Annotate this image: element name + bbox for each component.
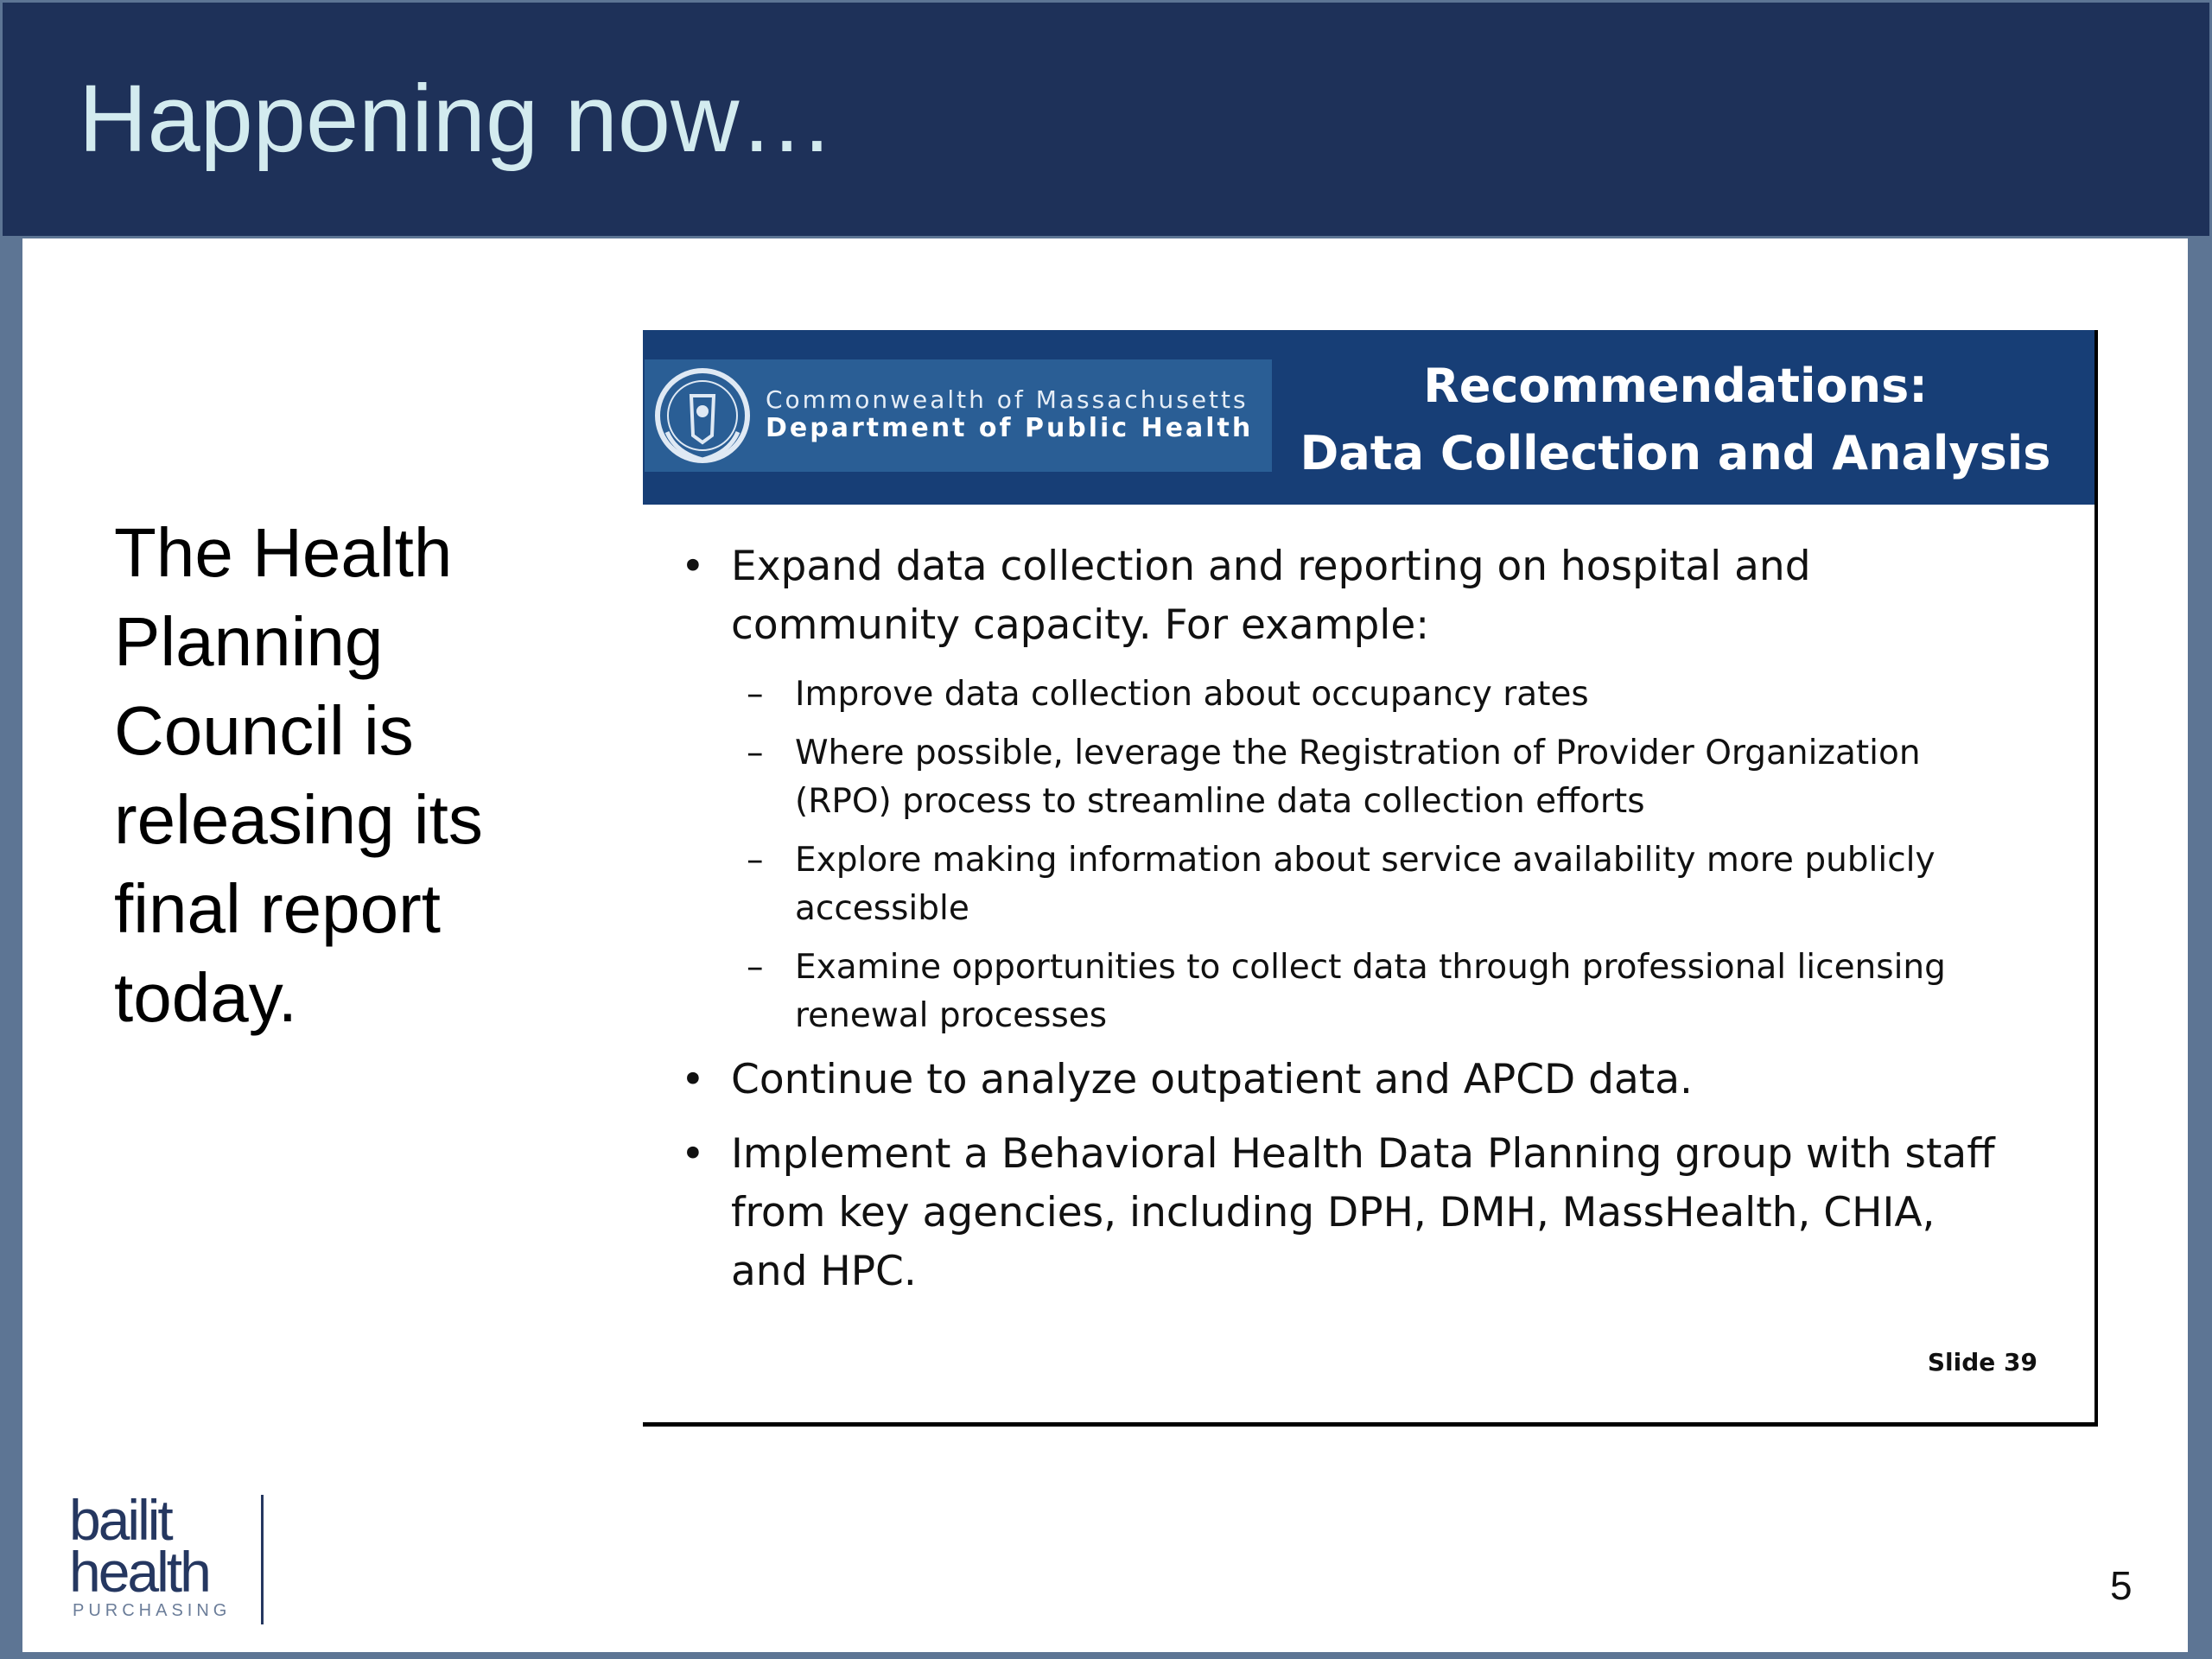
logo-word-health: health: [69, 1540, 209, 1604]
bullet-item: • Expand data collection and reporting on hospital and community capacity. For example:: [731, 537, 2010, 655]
embedded-title-line2: Data Collection and Analysis: [1300, 426, 2051, 480]
embedded-slide: [643, 330, 2098, 1427]
logo-word-purchasing: PURCHASING: [73, 1601, 232, 1620]
recommendation-list: [643, 537, 2094, 1317]
embedded-title-line1: Recommendations:: [1423, 359, 1928, 413]
state-seal-icon: [650, 363, 755, 468]
dph-logo-line1: Commonwealth of Massachusetts: [766, 385, 1249, 414]
embedded-slide-number: Slide 39: [1927, 1348, 2037, 1376]
embedded-slide-title: [1282, 353, 2069, 487]
page-number: 5: [2110, 1563, 2133, 1608]
slide-title: Happening now…: [79, 66, 835, 172]
sub-bullet-item: – Where possible, leverage the Registration of Provider Organization (RPO) process to streamline data collection efforts: [795, 729, 2013, 826]
title-banner: [3, 3, 2209, 236]
logo-word-bailit: bailit: [69, 1488, 171, 1552]
dph-logo: [645, 359, 1272, 472]
summary-text: The Health Planning Council is releasing its final report today.: [114, 514, 483, 1036]
embedded-slide-header: [643, 330, 2094, 505]
sub-bullet-item: – Examine opportunities to collect data through professional licensing renewal processes: [795, 944, 2013, 1040]
logo-divider: [261, 1495, 264, 1624]
dph-logo-line2: Department of Public Health: [766, 413, 1254, 443]
sub-bullet-item: – Explore making information about service availability more publicly accessible: [795, 836, 2013, 933]
sub-bullet-item: – Improve data collection about occupancy rates: [795, 671, 2013, 719]
bullet-item: • Implement a Behavioral Health Data Planning group with staff from key agencies, including DPH, DMH, MassHealth, CHIA, and HPC.: [731, 1125, 2010, 1301]
bailit-health-logo: [69, 1488, 276, 1624]
bullet-item: • Continue to analyze outpatient and APCD data.: [731, 1051, 2010, 1109]
